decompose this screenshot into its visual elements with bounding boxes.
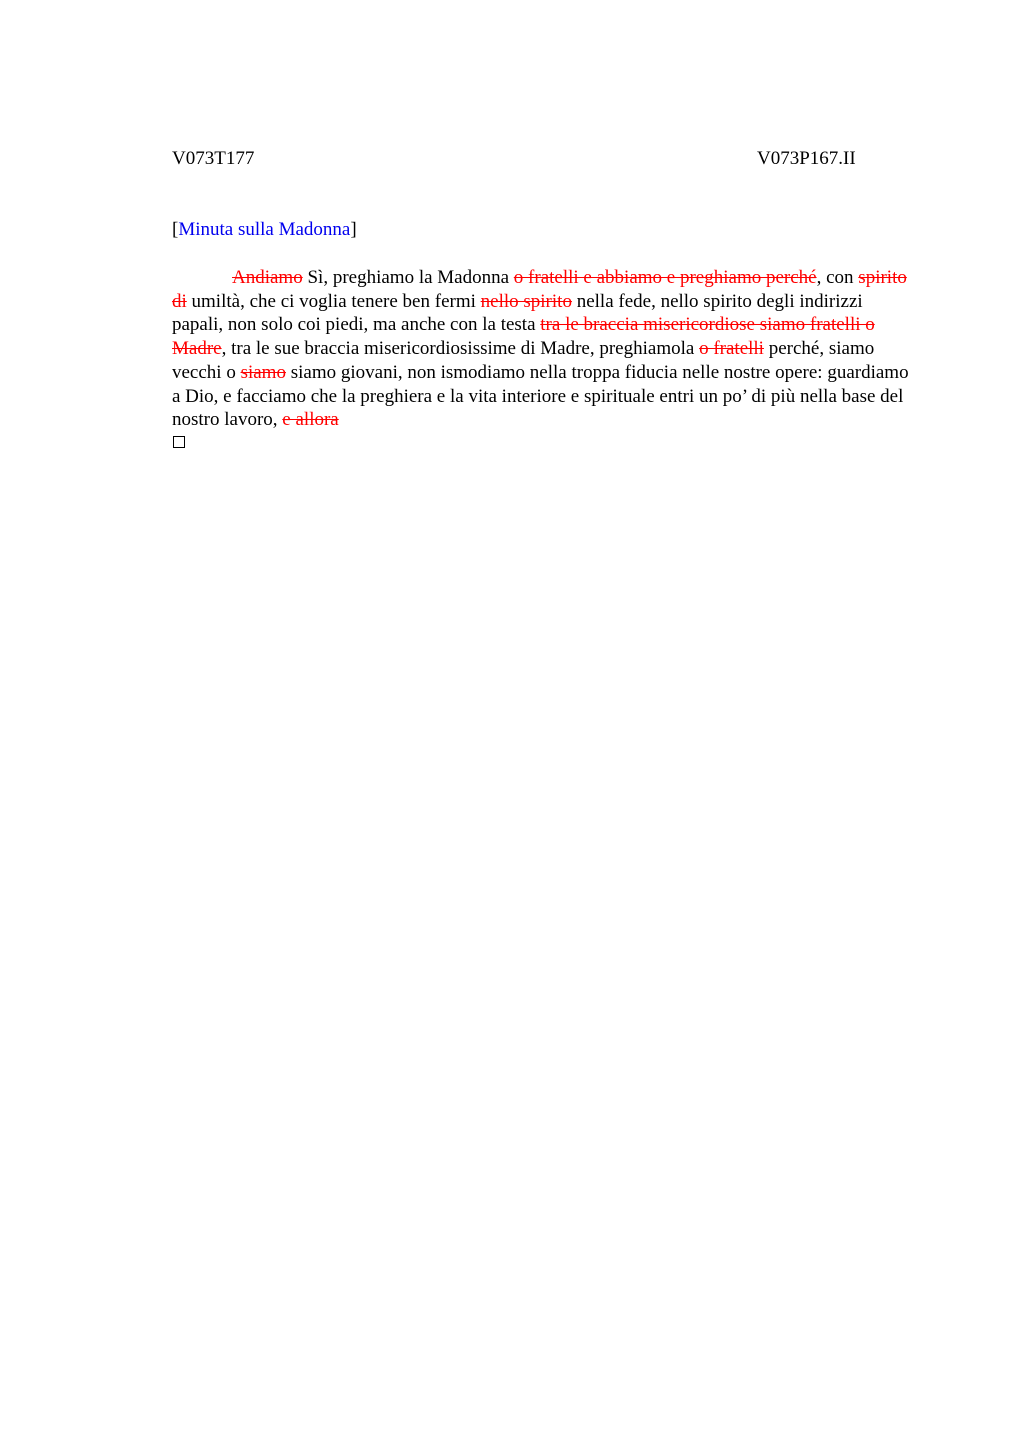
- body-text-segment: perché, siamo vecchi o: [172, 338, 875, 383]
- document-title: [172, 219, 357, 241]
- body-text-segment: siamo giovani, non ismodiamo nella troppa fiducia nelle nostre opere: guardiamo a Dio, e facciamo che la preghiera e la vita interiore e spirituale entri un po’ di più nella base del nostro lavoro,: [172, 361, 909, 431]
- body-text-segment: umiltà, che ci voglia tenere ben fermi: [186, 290, 481, 312]
- body-text-segment: nella fede, nello spirito degli indirizzi papali, non solo coi piedi, ma anche con la testa: [172, 290, 863, 336]
- empty-square-icon: [173, 436, 185, 448]
- title-close-bracket: ]: [350, 219, 357, 240]
- deleted-text: e allora: [282, 409, 339, 431]
- deleted-text: o fratelli: [699, 338, 764, 360]
- deleted-text: tra le braccia misericordiose siamo fratelli o Madre: [172, 314, 875, 360]
- deleted-text: nello spirito: [480, 290, 572, 312]
- body-paragraph: [172, 266, 912, 432]
- body-text-segment: , tra le sue braccia misericordiosissime di Madre, preghiamola: [221, 338, 700, 360]
- title-link[interactable]: Minuta sulla Madonna: [178, 219, 351, 240]
- deleted-text: siamo: [240, 361, 286, 383]
- body-text-segment: Sì, preghiamo la Madonna: [302, 267, 514, 288]
- deleted-text: spirito di: [172, 267, 907, 312]
- document-code-left: V073T177: [172, 148, 255, 169]
- deleted-text: Andiamo: [232, 267, 303, 288]
- body-text-segment: , con: [816, 267, 859, 288]
- title-open-bracket: [: [172, 219, 179, 240]
- deleted-text: o fratelli e abbiamo e preghiamo perché: [513, 267, 817, 288]
- document-code-right: V073P167.II: [757, 148, 856, 169]
